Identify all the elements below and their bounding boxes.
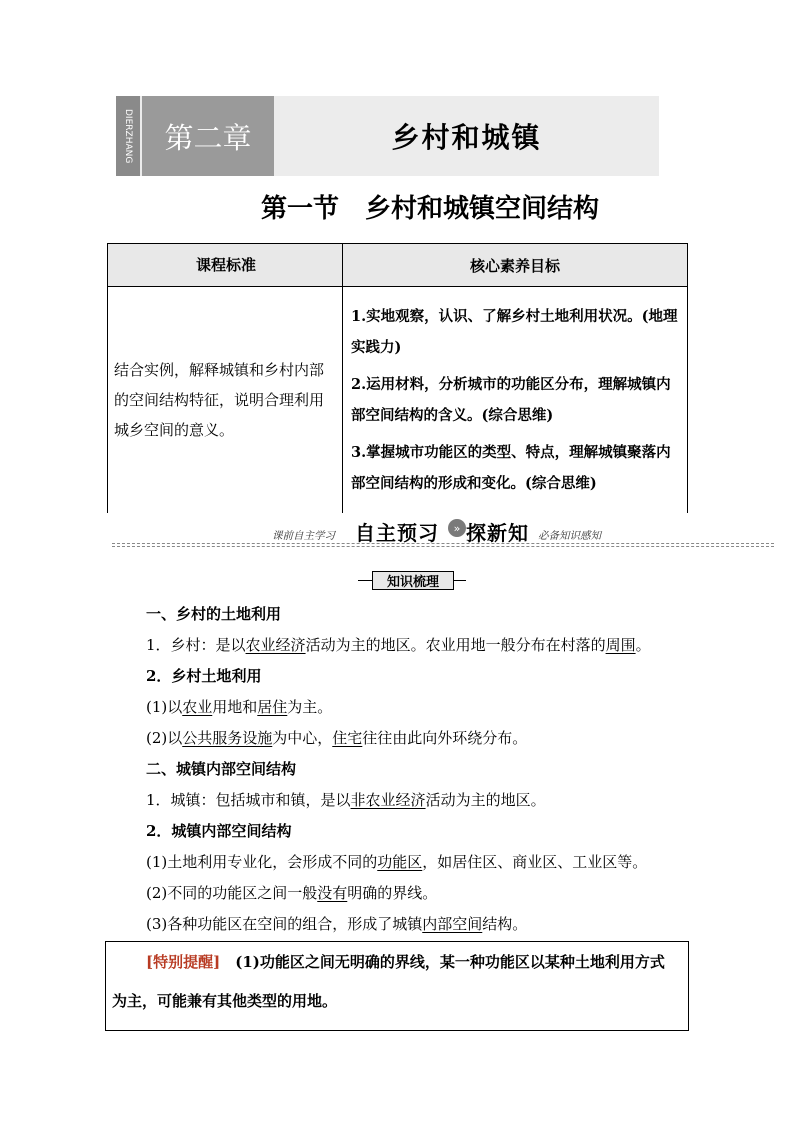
heading-urban-structure: 二、城镇内部空间结构: [146, 760, 297, 778]
divider-line: [112, 543, 774, 544]
tip-line-1: [特别提醒] (1)功能区之间无明确的界线，某一种功能区以某种土地利用方式: [146, 953, 665, 971]
subheading-rural-land-use: 2．乡村土地利用: [146, 667, 262, 685]
paragraph-rural: 1．乡村：是以农业经济活动为主的地区。农业用地一般分布在村落的周围。: [146, 636, 651, 654]
standards-table: [107, 243, 688, 513]
chapter-number: 第二章: [142, 96, 274, 176]
chapter-side-text: DIERZHANG: [123, 108, 133, 164]
tip-line-2: 为主，可能兼有其他类型的用地。: [112, 992, 338, 1010]
paragraph-urban-2: (2)不同的功能区之间一般没有明确的界线。: [146, 884, 438, 902]
paragraph-urban-3: (3)各种功能区在空间的组合，形成了城镇内部空间结构。: [146, 915, 528, 933]
label-line-left: [358, 580, 372, 581]
header-curriculum-standard: 课程标准: [108, 244, 343, 287]
heading-rural-land-use: 一、乡村的土地利用: [146, 605, 282, 623]
knowledge-label: 知识梳理: [372, 571, 454, 590]
header-core-literacy-goals: 核心素养目标: [343, 244, 688, 287]
curriculum-standard-text: 结合实例，解释城镇和乡村内部的空间结构特征，说明合理利用城乡空间的意义。: [108, 287, 343, 514]
paragraph-rural-2: (2)以公共服务设施为中心，住宅往往由此向外环绕分布。: [146, 729, 528, 747]
section-title: 第一节 乡村和城镇空间结构: [260, 194, 599, 224]
label-line-right: [452, 580, 466, 581]
table-header-row: [108, 244, 688, 287]
paragraph-rural-1: (1)以农业用地和居住为主。: [146, 698, 333, 716]
divider-main-text-2: 探新知: [466, 521, 529, 545]
double-chevron-icon: »: [448, 519, 466, 537]
tip-tag: [特别提醒]: [146, 953, 221, 971]
divider-line: [112, 546, 774, 547]
divider-main-text: 自主预习: [355, 521, 439, 545]
paragraph-urban-1: (1)土地利用专业化，会形成不同的功能区，如居住区、商业区、工业区等。: [146, 853, 648, 871]
divider-left-text: 课前自主学习: [272, 530, 335, 542]
goal-item: 3.掌握城市功能区的类型、特点，理解城镇聚落内部空间结构的形成和变化。(综合思维): [351, 444, 671, 492]
core-literacy-goals: [343, 287, 688, 514]
table-row: [108, 287, 688, 514]
divider-right-text: 必备知识感知: [538, 530, 601, 542]
paragraph-town: 1．城镇：包括城市和镇，是以非农业经济活动为主的地区。: [146, 791, 546, 809]
goal-item: 2.运用材料，分析城市的功能区分布，理解城镇内部空间结构的含义。(综合思维): [351, 376, 671, 424]
chapter-title: 乡村和城镇: [391, 121, 542, 154]
goal-item: 1.实地观察，认识、了解乡村土地利用状况。(地理实践力): [351, 308, 678, 356]
subheading-urban-structure: 2．城镇内部空间结构: [146, 822, 292, 840]
